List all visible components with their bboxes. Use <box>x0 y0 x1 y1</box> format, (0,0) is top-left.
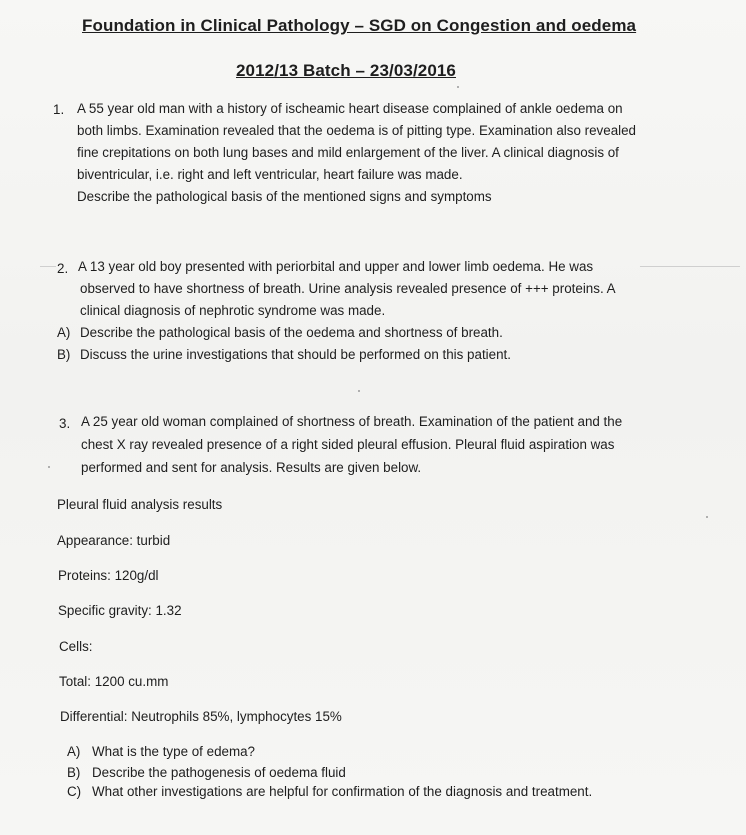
question-line: Describe the pathological basis of the mentioned signs and symptoms <box>77 189 492 204</box>
results-heading: Pleural fluid analysis results <box>57 497 223 512</box>
scan-speck <box>48 466 50 468</box>
scan-speck <box>457 86 459 88</box>
question-line: A 25 year old woman complained of shortness of breath. Examination of the patient and the <box>81 414 623 429</box>
part-label: C) <box>67 784 82 799</box>
question-line: both limbs. Examination revealed that the oedema is of pitting type. Examination also revealed <box>77 123 637 138</box>
part-text: What other investigations are helpful for confirmation of the diagnosis and treatment. <box>92 784 593 799</box>
result-item: Differential: Neutrophils 85%, lymphocytes 15% <box>60 709 342 724</box>
part-text: Describe the pathological basis of the oedema and shortness of breath. <box>80 325 503 340</box>
scan-speck <box>358 390 360 392</box>
result-item: Total: 1200 cu.mm <box>59 674 169 689</box>
part-text: Describe the pathogenesis of oedema fluid <box>92 765 346 780</box>
part-text: What is the type of edema? <box>92 744 256 759</box>
question-line: chest X ray revealed presence of a right sided pleural effusion. Pleural fluid aspiration was <box>81 437 615 452</box>
question-line: A 13 year old boy presented with periorbital and upper and lower limb oedema. He was <box>78 259 594 274</box>
question-line: observed to have shortness of breath. Urine analysis revealed presence of +++ proteins. A <box>80 281 616 296</box>
scan-speck <box>706 516 708 518</box>
result-item: Proteins: 120g/dl <box>58 568 159 583</box>
scan-line <box>40 266 56 267</box>
document-title: Foundation in Clinical Pathology – SGD on Congestion and oedema <box>82 16 637 35</box>
part-label: B) <box>67 765 81 780</box>
question-line: A 55 year old man with a history of ischeamic heart disease complained of ankle oedema on <box>77 101 623 116</box>
question-line: performed and sent for analysis. Results are given below. <box>81 460 422 475</box>
result-item: Appearance: turbid <box>57 533 171 548</box>
part-label: A) <box>57 325 71 340</box>
part-label: B) <box>57 347 71 362</box>
scan-line <box>640 266 740 267</box>
document-subtitle: 2012/13 Batch – 23/03/2016 <box>236 61 456 80</box>
question-number: 3. <box>59 416 71 431</box>
result-item: Cells: <box>59 639 93 654</box>
question-number: 2. <box>57 261 69 276</box>
part-label: A) <box>67 744 81 759</box>
question-number: 1. <box>53 102 65 117</box>
result-item: Specific gravity: 1.32 <box>58 603 182 618</box>
question-line: clinical diagnosis of nephrotic syndrome was made. <box>80 303 386 318</box>
question-line: fine crepitations on both lung bases and mild enlargement of the liver. A clinical diagnosis of <box>77 145 619 160</box>
question-line: biventricular, i.e. right and left ventricular, heart failure was made. <box>77 167 463 182</box>
part-text: Discuss the urine investigations that should be performed on this patient. <box>80 347 511 362</box>
